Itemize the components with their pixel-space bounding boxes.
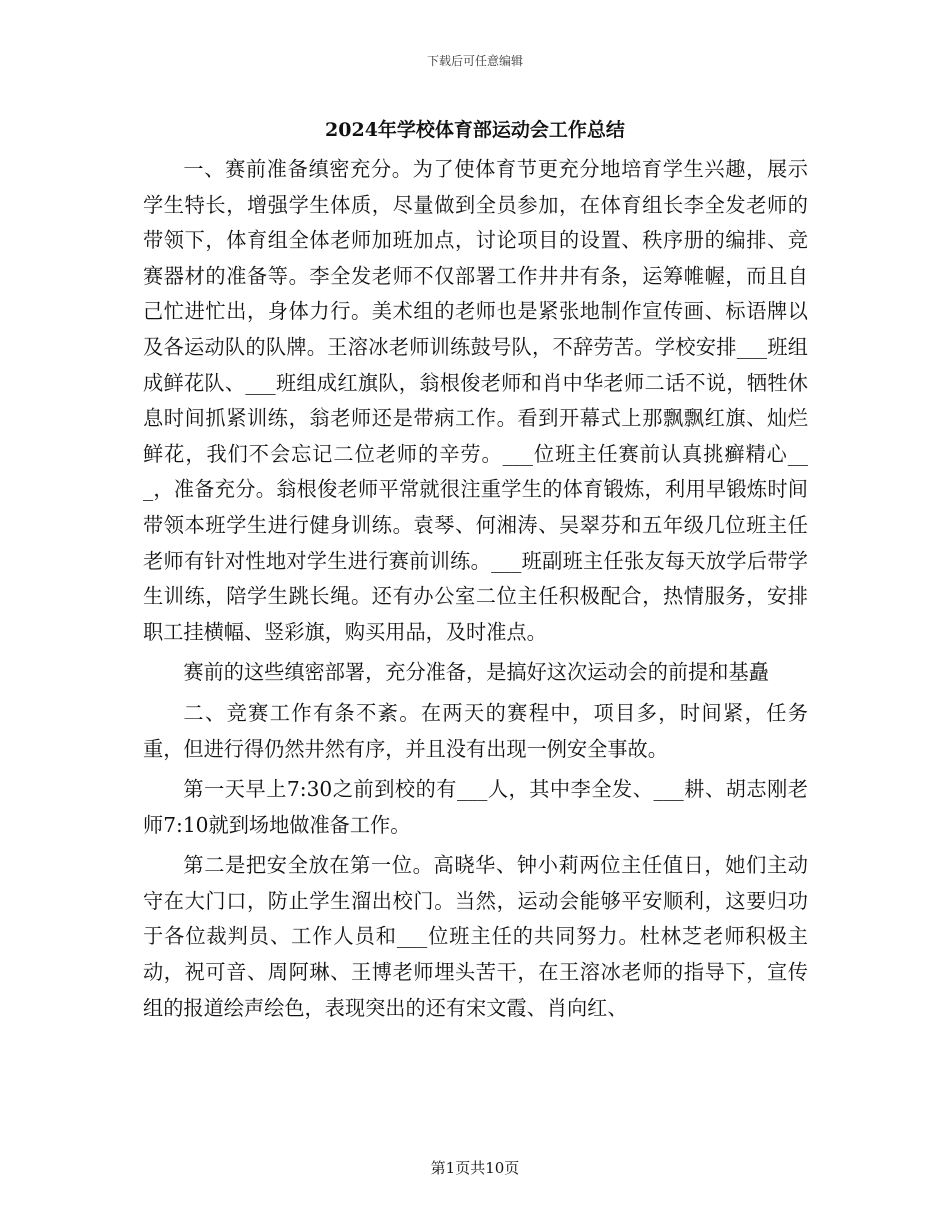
paragraph-safety: 第二是把安全放在第一位。高晓华、钟小莉两位主任值日，她们主动守在大门口，防止学生溜出校门。当然，运动会能够平安顺利，这要归功于各位裁判员、工作人员和___位班主任的共同努力。杜林芝老师积极主动，祝可音、周阿琳、王博老师埋头苦干，在王溶冰老师的指导下，宣传组的报道绘声绘色，表现突出的还有宋文霞、肖向红、 xyxy=(143,853,808,1020)
document-title: 2024年学校体育部运动会工作总结 xyxy=(325,119,625,141)
header-note: 下载后可任意编辑 xyxy=(426,54,523,68)
document-body xyxy=(143,152,808,1026)
paragraph-competition: 二、竞赛工作有条不紊。在两天的赛程中，项目多，时间紧，任务重，但进行得仍然井然有序，并且没有出现一例安全事故。 xyxy=(143,700,808,761)
paragraph-preparation: 一、赛前准备缜密充分。为了使体育节更充分地培育学生兴趣，展示学生特长，增强学生体质，尽量做到全员参加，在体育组长李全发老师的带领下，体育组全体老师加班加点，讨论项目的设置、秩序册的编排、竞赛器材的准备等。李全发老师不仅部署工作井井有条，运筹帷幄，而且自己忙进忙出，身体力行。美术组的老师也是紧张地制作宣传画、标语牌以及各运动队的队牌。王溶冰老师训练鼓号队，不辞劳苦。学校安排___班组成鲜花队、___班组成红旗队，翁根俊老师和肖中华老师二话不说，牺牲休息时间抓紧训练，翁老师还是带病工作。看到开幕式上那飘飘红旗、灿烂鲜花，我们不会忘记二位老师的辛劳。___位班主任赛前认真挑癣精心___，准备充分。翁根俊老师平常就很注重学生的体育锻炼，利用早锻炼时间带领本班学生进行健身训练。袁琴、何湘涛、吴翠芬和五年级几位班主任老师有针对性地对学生进行赛前训练。___班副班主任张友每天放学后带学生训练，陪学生跳长绳。还有办公室二位主任积极配合，热情服务，安排职工挂横幅、竖彩旗，购买用品，及时准点。 xyxy=(143,157,808,644)
paragraph-first-day: 第一天早上7:30之前到校的有___人，其中李全发、___耕、胡志刚老师7:10就到场地做准备工作。 xyxy=(143,777,808,837)
paragraph-preparation-summary: 赛前的这些缜密部署，充分准备，是搞好这次运动会的前提和基矗 xyxy=(183,660,769,685)
page-footer: 第1页共10页 xyxy=(430,1159,520,1177)
